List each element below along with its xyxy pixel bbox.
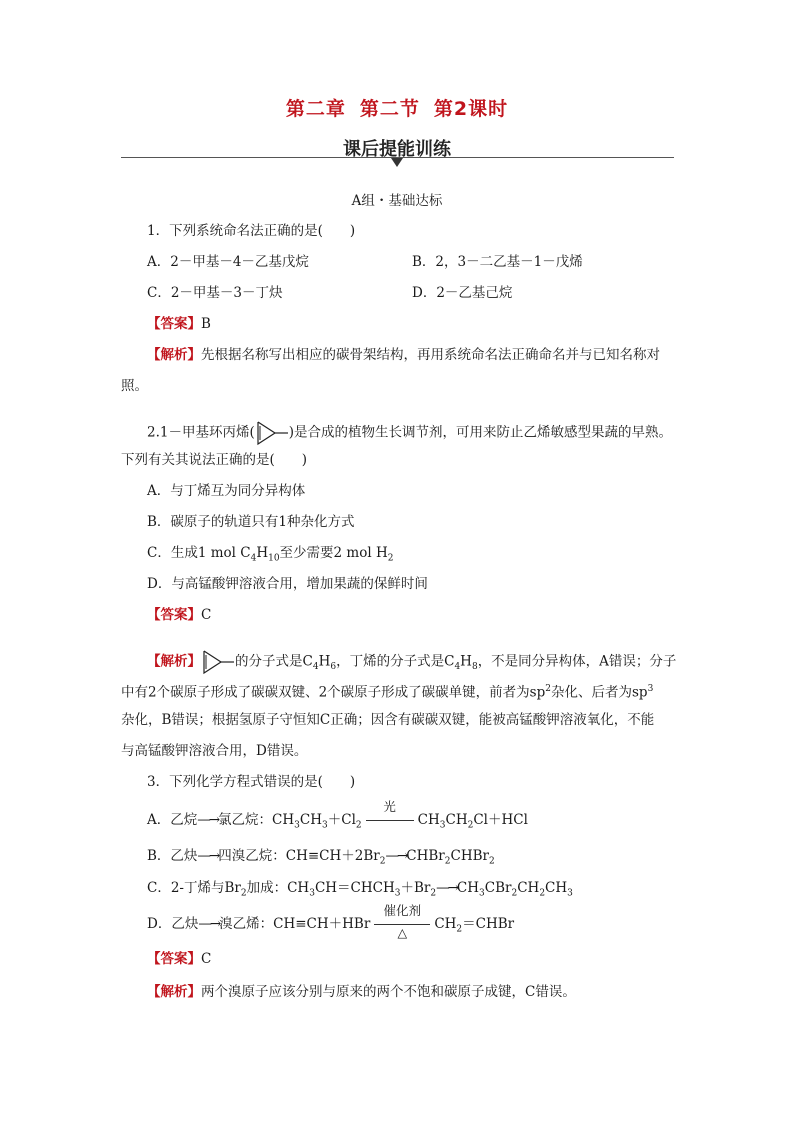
group-title: A组・基础达标	[351, 193, 443, 209]
answer-value: B	[201, 316, 211, 332]
q1-analysis-line-2: 照。	[121, 378, 148, 394]
answer-value: C	[201, 951, 212, 967]
light-condition: 光	[383, 798, 396, 814]
q2-analysis-line-1: 【解析】 的分子式是$C_4H_6$，丁烯的分子式是$C_4H_8$，不是同分异构体，A错误；分子	[147, 649, 676, 676]
analysis-tag: 【解析】	[147, 984, 201, 1000]
q2-analysis-line-4: 与高锰酸钾溶液合用，D错误。	[121, 743, 308, 759]
page-subtitle: 课后提能训练	[343, 139, 451, 160]
reaction-arrow-icon: —→	[197, 848, 219, 864]
condition-arrow	[374, 902, 430, 940]
answer-tag: 【答案】	[147, 951, 201, 967]
q2-stem-line-1: 2.1－甲基环丙烯( )是合成的植物生长调节剂，可用来防止乙烯敏感型果蔬的早熟。	[147, 420, 672, 446]
q1-option-a: A．2－甲基－4－乙基戊烷	[147, 254, 309, 270]
methylcyclopropene-structure-icon	[255, 420, 289, 446]
q3-option-b: B．乙炔—→四溴乙烷：$CH\equiv CH+2Br_2—\to CHBr_2CHBr_2$	[147, 848, 495, 867]
q2-option-c: C．生成1 mol $C_4H_{10}$至少需要2 mol $H_2$	[147, 545, 394, 564]
heat-condition: △	[397, 924, 408, 940]
answer-value: C	[201, 607, 212, 623]
page-title	[0, 94, 794, 121]
divider-triangle-icon	[391, 158, 403, 167]
q1-option-b: B．2，3－二乙基－1－戊烯	[412, 254, 583, 270]
q2-option-d: D．与高锰酸钾溶液合用，增加果蔬的保鲜时间	[147, 576, 428, 592]
chapter-label: 第二章	[285, 98, 346, 120]
reaction-arrow-icon: —→	[197, 812, 219, 828]
q2-analysis-line-3: 杂化，B错误；根据氢原子守恒知C正确；因含有碳碳双键，能被高锰酸钾溶液氧化，不能	[121, 712, 655, 728]
condition-arrow	[366, 798, 414, 830]
q3-option-d: D．乙炔—→溴乙烯：CH≡CH＋HBr 催化剂 △ $CH_2=CHBr$	[147, 902, 515, 940]
catalyst-condition: 催化剂	[383, 902, 422, 918]
analysis-tag: 【解析】	[147, 347, 201, 363]
q3-stem: 3．下列化学方程式错误的是( )	[147, 774, 356, 790]
methylcyclopropene-structure-icon	[201, 649, 235, 675]
q3-analysis: 【解析】两个溴原子应该分别与原来的两个不饱和碳原子成键，C错误。	[147, 984, 576, 1000]
q2-option-b: B．碳原子的轨道只有1种杂化方式	[147, 514, 355, 530]
q3-answer	[147, 950, 211, 968]
reaction-arrow-icon: —→	[198, 916, 220, 932]
q1-option-c: C．2－甲基－3－丁炔	[147, 285, 283, 301]
analysis-tag: 【解析】	[147, 653, 201, 670]
answer-tag: 【答案】	[147, 316, 201, 332]
lesson-label: 第2课时	[433, 98, 509, 120]
q2-option-a: A．与丁烯互为同分异构体	[147, 483, 306, 499]
q1-answer	[147, 315, 211, 333]
q1-stem: 1．下列系统命名法正确的是( )	[147, 223, 356, 239]
q3-option-a: A．乙烷—→氯乙烷：$CH_3CH_3+Cl_2$ 光 $CH_3CH_2Cl+HCl$	[147, 798, 528, 831]
q2-analysis-line-2: 中有2个碳原子形成了碳碳双键、2个碳原子形成了碳碳单键，前者为$sp^2$杂化、后者为$sp^3$	[121, 684, 654, 701]
q3-option-c: C．2-丁烯与$Br_2$加成：$CH_3CH=CHCH_3+Br_2—\to CH_3CBr_2CH_2CH_3$	[147, 880, 573, 899]
reaction-arrow-icon: —→	[385, 848, 407, 864]
q1-option-d: D．2－乙基己烷	[412, 285, 513, 301]
q2-stem-line-2: 下列有关其说法正确的是( )	[121, 452, 308, 468]
q2-answer	[147, 606, 211, 624]
answer-tag: 【答案】	[147, 607, 201, 623]
reaction-arrow-icon: —→	[436, 880, 457, 896]
section-label: 第二节	[359, 98, 420, 120]
q1-analysis-line-1: 【解析】先根据名称写出相应的碳骨架结构，再用系统命名法正确命名并与已知名称对	[147, 347, 660, 363]
